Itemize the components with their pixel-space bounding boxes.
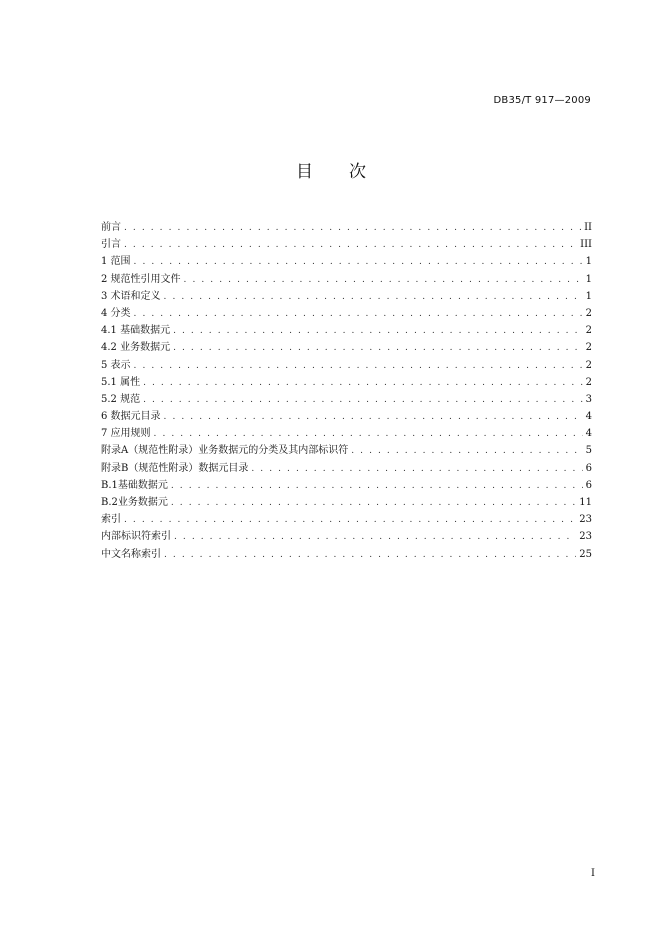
toc-entry-page: 2 — [585, 325, 592, 337]
toc-entry-label: 4.1 基础数据元 — [101, 325, 171, 337]
toc-entry[interactable] — [101, 236, 592, 253]
title-char-1: 目 — [296, 162, 313, 182]
toc-leader-dots — [174, 529, 576, 546]
toc-entry-page: 1 — [585, 290, 592, 302]
toc-entry-page: III — [580, 239, 592, 251]
toc-entry-label: 内部标识符索引 — [101, 531, 171, 543]
toc-entry[interactable] — [101, 391, 592, 408]
toc-leader-dots — [124, 512, 576, 529]
toc-entry[interactable] — [101, 305, 592, 322]
toc-entry-label: 7 应用规则 — [101, 428, 151, 440]
toc-entry-label: 引言 — [101, 239, 121, 251]
toc-leader-dots — [164, 289, 583, 306]
toc-entry[interactable] — [101, 477, 592, 494]
toc-leader-dots — [173, 340, 583, 357]
toc-leader-dots — [134, 254, 583, 271]
toc-leader-dots — [154, 426, 583, 443]
toc-entry[interactable] — [101, 442, 592, 459]
toc-entry[interactable] — [101, 460, 592, 477]
toc-entry-label: 2 规范性引用文件 — [101, 273, 181, 285]
toc-entry-label: 6 数据元目录 — [101, 411, 161, 423]
page-number: I — [591, 868, 595, 879]
toc-entry[interactable] — [101, 219, 592, 236]
toc-entry-page: 6 — [585, 462, 592, 474]
toc-leader-dots — [134, 306, 583, 323]
title-char-2: 次 — [349, 162, 366, 182]
standard-code: DB35/T 917—2009 — [493, 95, 591, 106]
toc-entry[interactable] — [101, 357, 592, 374]
toc-entry-label: 4.2 业务数据元 — [101, 342, 171, 354]
toc-entry-label: 附录B（规范性附录）数据元目录 — [101, 462, 249, 474]
toc-entry[interactable] — [101, 425, 592, 442]
toc-entry-label: 3 术语和定义 — [101, 290, 161, 302]
toc-entry-page: 2 — [585, 307, 592, 319]
toc-leader-dots — [134, 358, 583, 375]
toc-entry-label: 4 分类 — [101, 307, 131, 319]
toc-leader-dots — [171, 478, 583, 495]
toc-entry-label: 5.1 属性 — [101, 376, 141, 388]
toc-entry-label: 前言 — [101, 222, 121, 233]
toc-entry[interactable] — [101, 494, 592, 511]
toc-entry-label: B.1基础数据元 — [101, 479, 168, 491]
toc-entry[interactable] — [101, 253, 592, 270]
toc-leader-dots — [143, 375, 583, 392]
toc-entry-label: 1 范围 — [101, 256, 131, 268]
toc-leader-dots — [173, 323, 583, 340]
toc-entry-page: 3 — [585, 393, 592, 405]
toc-entry[interactable] — [101, 528, 592, 545]
toc-entry[interactable] — [101, 322, 592, 339]
toc-entry-page: 1 — [585, 273, 592, 285]
toc-entry-label: 索引 — [101, 514, 121, 526]
toc-leader-dots — [251, 461, 582, 478]
toc-entry[interactable] — [101, 339, 592, 356]
toc-entry-page: II — [584, 222, 592, 233]
toc-entry-page: 4 — [585, 411, 592, 423]
toc-entry-page: 25 — [579, 548, 592, 560]
toc-entry-page: 23 — [579, 514, 592, 526]
toc-entry-page: 2 — [585, 376, 592, 388]
toc-entry-page: 4 — [585, 428, 592, 440]
table-of-contents — [101, 219, 592, 563]
toc-leader-dots — [143, 392, 583, 409]
toc-entry[interactable] — [101, 408, 592, 425]
toc-entry-label: 附录A（规范性附录）业务数据元的分类及其内部标识符 — [101, 445, 349, 457]
toc-leader-dots — [124, 237, 577, 254]
toc-entry-page: 5 — [585, 445, 592, 457]
toc-leader-dots — [164, 547, 576, 564]
toc-entry[interactable] — [101, 288, 592, 305]
toc-entry-page: 2 — [585, 342, 592, 354]
toc-entry-page: 1 — [585, 256, 592, 268]
toc-entry-label: B.2业务数据元 — [101, 497, 168, 508]
toc-entry-page: 2 — [585, 359, 592, 371]
toc-leader-dots — [351, 443, 582, 460]
toc-entry-page: 23 — [579, 531, 592, 543]
toc-entry[interactable] — [101, 546, 592, 563]
toc-leader-dots — [164, 409, 583, 426]
toc-entry-page: 11 — [579, 497, 592, 508]
page-title — [0, 157, 662, 182]
toc-entry[interactable] — [101, 511, 592, 528]
toc-entry-label: 5.2 规范 — [101, 393, 141, 405]
toc-leader-dots — [171, 495, 576, 512]
toc-leader-dots — [184, 272, 583, 289]
toc-entry-label: 5 表示 — [101, 359, 131, 371]
toc-entry[interactable] — [101, 271, 592, 288]
toc-entry-page: 6 — [585, 479, 592, 491]
toc-entry-label: 中文名称索引 — [101, 548, 161, 560]
toc-leader-dots — [124, 220, 581, 237]
toc-entry[interactable] — [101, 374, 592, 391]
